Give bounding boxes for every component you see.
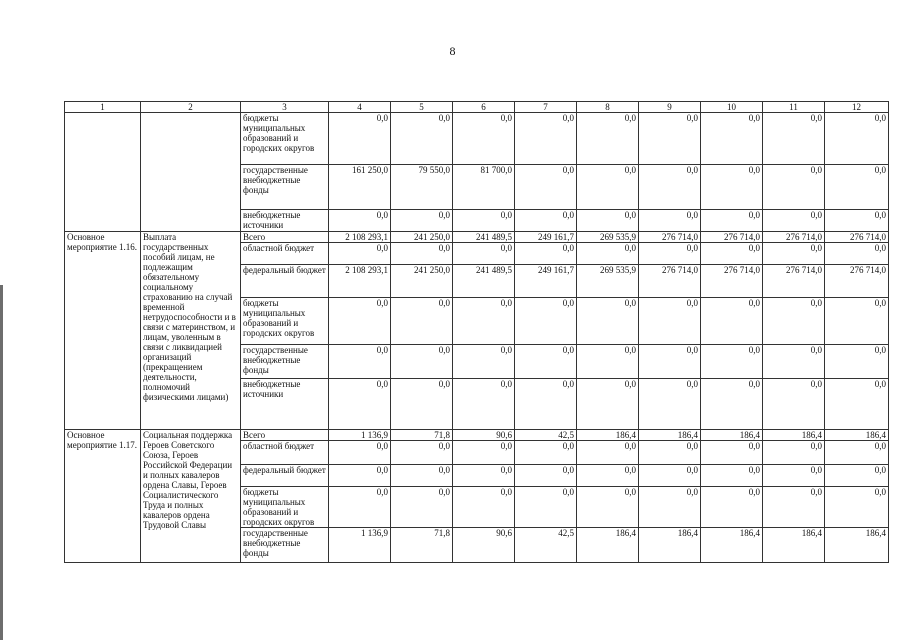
value-cell: 0,0 (391, 487, 453, 528)
value-cell: 276 714,0 (763, 232, 825, 243)
value-cell: 42,5 (515, 430, 577, 441)
value-cell: 1 136,9 (329, 528, 391, 563)
value-cell: 0,0 (453, 210, 515, 232)
value-cell: 0,0 (639, 345, 701, 379)
value-cell: 0,0 (825, 113, 889, 165)
value-cell: 249 161,7 (515, 232, 577, 243)
empty-code-cell (65, 113, 141, 232)
header-cell: 12 (825, 102, 889, 113)
value-cell: 0,0 (453, 441, 515, 465)
value-cell: 0,0 (763, 465, 825, 487)
funding-source-cell: бюджеты муниципальных образований и городских округов (241, 487, 329, 528)
header-row (65, 102, 889, 113)
header-cell: 9 (639, 102, 701, 113)
value-cell: 90,6 (453, 430, 515, 441)
value-cell: 0,0 (701, 210, 763, 232)
value-cell: 0,0 (453, 379, 515, 430)
value-cell: 0,0 (577, 113, 639, 165)
value-cell: 186,4 (639, 528, 701, 563)
table-row (65, 232, 889, 243)
header-cell: 10 (701, 102, 763, 113)
value-cell: 0,0 (763, 243, 825, 265)
value-cell: 0,0 (639, 243, 701, 265)
header-cell: 11 (763, 102, 825, 113)
value-cell: 249 161,7 (515, 265, 577, 298)
value-cell: 269 535,9 (577, 265, 639, 298)
value-cell: 0,0 (391, 243, 453, 265)
value-cell: 0,0 (701, 441, 763, 465)
value-cell: 0,0 (329, 441, 391, 465)
value-cell: 0,0 (763, 379, 825, 430)
activity-code-cell: Основное мероприятие 1.16. (65, 232, 141, 430)
value-cell: 0,0 (825, 441, 889, 465)
header-cell: 3 (241, 102, 329, 113)
value-cell: 0,0 (701, 298, 763, 345)
value-cell: 0,0 (515, 243, 577, 265)
funding-source-cell: бюджеты муниципальных образований и городских округов (241, 298, 329, 345)
value-cell: 0,0 (515, 379, 577, 430)
funding-source-cell: Всего (241, 430, 329, 441)
value-cell: 0,0 (825, 345, 889, 379)
value-cell: 186,4 (577, 430, 639, 441)
value-cell: 0,0 (515, 441, 577, 465)
value-cell: 0,0 (515, 345, 577, 379)
header-cell: 8 (577, 102, 639, 113)
value-cell: 0,0 (329, 243, 391, 265)
value-cell: 241 250,0 (391, 265, 453, 298)
funding-source-cell: внебюджетные источники (241, 379, 329, 430)
value-cell: 0,0 (825, 243, 889, 265)
value-cell: 0,0 (577, 487, 639, 528)
value-cell: 0,0 (577, 298, 639, 345)
value-cell: 0,0 (639, 113, 701, 165)
value-cell: 0,0 (639, 165, 701, 210)
value-cell: 0,0 (701, 379, 763, 430)
value-cell: 186,4 (701, 430, 763, 441)
value-cell: 0,0 (577, 345, 639, 379)
header-cell: 6 (453, 102, 515, 113)
value-cell: 0,0 (701, 465, 763, 487)
value-cell: 0,0 (825, 165, 889, 210)
value-cell: 0,0 (453, 487, 515, 528)
value-cell: 0,0 (329, 379, 391, 430)
value-cell: 276 714,0 (763, 265, 825, 298)
value-cell: 0,0 (763, 165, 825, 210)
value-cell: 0,0 (763, 113, 825, 165)
value-cell: 2 108 293,1 (329, 265, 391, 298)
value-cell: 0,0 (515, 165, 577, 210)
value-cell: 0,0 (391, 210, 453, 232)
value-cell: 0,0 (825, 210, 889, 232)
funding-source-cell: федеральный бюджет (241, 265, 329, 298)
value-cell: 186,4 (825, 430, 889, 441)
value-cell: 0,0 (825, 379, 889, 430)
value-cell: 0,0 (329, 487, 391, 528)
activity-title-cell: Социальная поддержка Героев Советского Союза, Героев Российской Федерации и полных кавалеров ордена Славы, Героев Социалистического Труда и полных кавалеров ордена Трудовой Славы (141, 430, 241, 563)
value-cell: 0,0 (391, 379, 453, 430)
value-cell: 0,0 (391, 345, 453, 379)
value-cell: 186,4 (825, 528, 889, 563)
value-cell: 0,0 (453, 465, 515, 487)
value-cell: 2 108 293,1 (329, 232, 391, 243)
value-cell: 269 535,9 (577, 232, 639, 243)
funding-source-cell: Всего (241, 232, 329, 243)
value-cell: 0,0 (515, 210, 577, 232)
value-cell: 0,0 (577, 379, 639, 430)
value-cell: 0,0 (763, 210, 825, 232)
value-cell: 161 250,0 (329, 165, 391, 210)
value-cell: 0,0 (515, 487, 577, 528)
value-cell: 0,0 (329, 298, 391, 345)
value-cell: 0,0 (763, 345, 825, 379)
value-cell: 0,0 (515, 298, 577, 345)
value-cell: 0,0 (639, 487, 701, 528)
value-cell: 0,0 (639, 379, 701, 430)
value-cell: 0,0 (701, 243, 763, 265)
value-cell: 0,0 (329, 345, 391, 379)
value-cell: 276 714,0 (639, 232, 701, 243)
header-cell: 7 (515, 102, 577, 113)
funding-source-cell: бюджеты муниципальных образований и городских округов (241, 113, 329, 165)
value-cell: 186,4 (577, 528, 639, 563)
value-cell: 276 714,0 (639, 265, 701, 298)
value-cell: 241 489,5 (453, 232, 515, 243)
value-cell: 276 714,0 (825, 232, 889, 243)
value-cell: 186,4 (701, 528, 763, 563)
value-cell: 0,0 (825, 487, 889, 528)
value-cell: 1 136,9 (329, 430, 391, 441)
header-cell: 5 (391, 102, 453, 113)
value-cell: 0,0 (391, 113, 453, 165)
value-cell: 0,0 (329, 113, 391, 165)
value-cell: 90,6 (453, 528, 515, 563)
value-cell: 81 700,0 (453, 165, 515, 210)
activity-title-cell: Выплата государственных пособий лицам, не подлежащим обязательному социальному страхованию на случай временной нетрудоспособности и в связи с материнством, и лицам, уволенным в связи с ликвидацией организаций (прекращением деятельности, полномочий физическими лицами) (141, 232, 241, 430)
value-cell: 241 250,0 (391, 232, 453, 243)
value-cell: 0,0 (329, 465, 391, 487)
funding-source-cell: государственные внебюджетные фонды (241, 345, 329, 379)
value-cell: 0,0 (763, 487, 825, 528)
value-cell: 71,8 (391, 430, 453, 441)
budget-table (64, 101, 889, 563)
value-cell: 276 714,0 (701, 265, 763, 298)
value-cell: 241 489,5 (453, 265, 515, 298)
activity-code-cell: Основное мероприятие 1.17. (65, 430, 141, 563)
value-cell: 0,0 (701, 487, 763, 528)
funding-source-cell: федеральный бюджет (241, 465, 329, 487)
funding-source-cell: внебюджетные источники (241, 210, 329, 232)
value-cell: 0,0 (639, 441, 701, 465)
value-cell: 0,0 (515, 465, 577, 487)
value-cell: 0,0 (391, 298, 453, 345)
value-cell: 0,0 (825, 298, 889, 345)
value-cell: 0,0 (825, 465, 889, 487)
value-cell: 0,0 (577, 243, 639, 265)
funding-source-cell: областной бюджет (241, 441, 329, 465)
value-cell: 276 714,0 (701, 232, 763, 243)
value-cell: 0,0 (453, 345, 515, 379)
header-cell: 4 (329, 102, 391, 113)
value-cell: 0,0 (329, 210, 391, 232)
value-cell: 71,8 (391, 528, 453, 563)
funding-source-cell: государственные внебюджетные фонды (241, 528, 329, 563)
header-cell: 1 (65, 102, 141, 113)
value-cell: 0,0 (453, 113, 515, 165)
value-cell: 79 550,0 (391, 165, 453, 210)
value-cell: 0,0 (391, 441, 453, 465)
value-cell: 0,0 (453, 243, 515, 265)
value-cell: 0,0 (577, 210, 639, 232)
value-cell: 0,0 (701, 345, 763, 379)
page-number: 8 (449, 44, 456, 58)
value-cell: 186,4 (763, 430, 825, 441)
value-cell: 186,4 (639, 430, 701, 441)
value-cell: 0,0 (391, 465, 453, 487)
value-cell: 186,4 (763, 528, 825, 563)
table-row (65, 113, 889, 165)
funding-source-cell: государственные внебюджетные фонды (241, 165, 329, 210)
value-cell: 0,0 (577, 441, 639, 465)
value-cell: 0,0 (763, 441, 825, 465)
value-cell: 0,0 (701, 165, 763, 210)
value-cell: 0,0 (639, 298, 701, 345)
value-cell: 0,0 (763, 298, 825, 345)
value-cell: 0,0 (639, 210, 701, 232)
header-cell: 2 (141, 102, 241, 113)
value-cell: 276 714,0 (825, 265, 889, 298)
value-cell: 0,0 (639, 465, 701, 487)
value-cell: 0,0 (577, 465, 639, 487)
value-cell: 42,5 (515, 528, 577, 563)
table-row (65, 430, 889, 441)
value-cell: 0,0 (453, 298, 515, 345)
empty-title-cell (141, 113, 241, 232)
funding-source-cell: областной бюджет (241, 243, 329, 265)
value-cell: 0,0 (701, 113, 763, 165)
value-cell: 0,0 (577, 165, 639, 210)
scan-edge-shadow (0, 285, 3, 640)
value-cell: 0,0 (515, 113, 577, 165)
